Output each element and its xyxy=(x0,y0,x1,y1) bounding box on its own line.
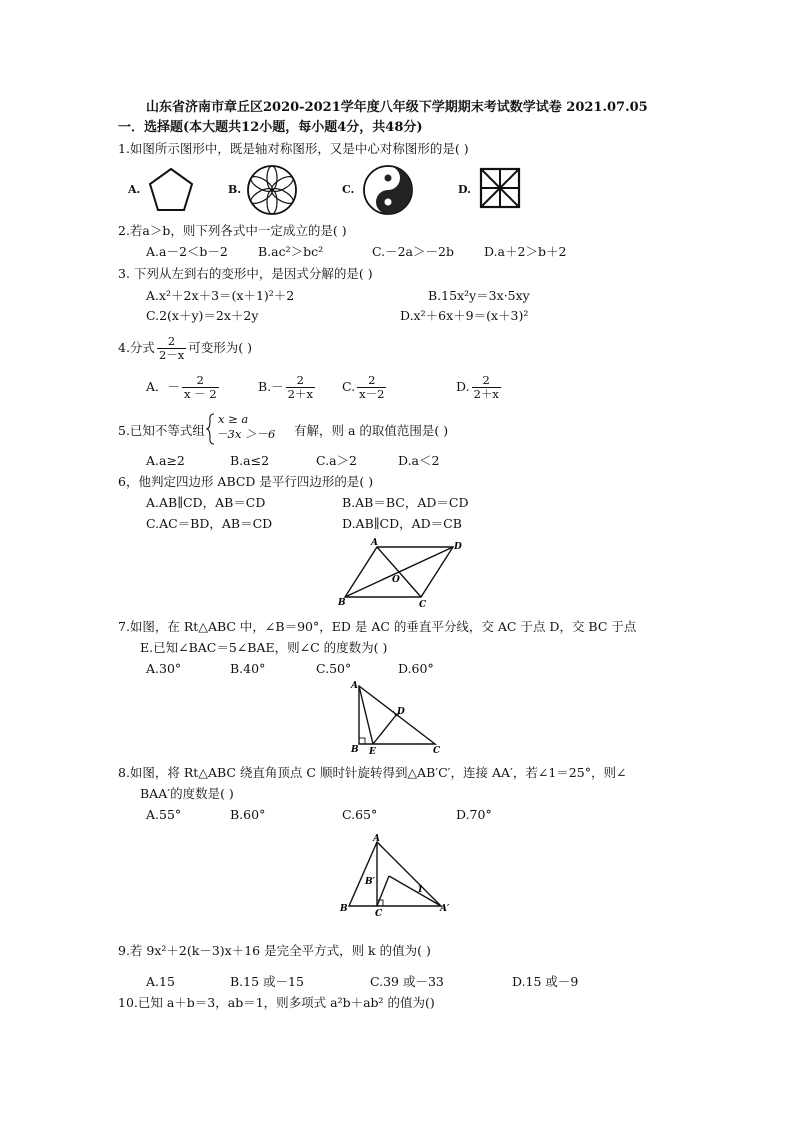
question-1-stem: 1.如图所示图形中，既是轴对称图形，又是中心对称图形的是( ) xyxy=(118,141,469,156)
q4-option-a-num: 2 xyxy=(182,374,219,388)
rotation-triangle-figure-q8 xyxy=(335,832,460,920)
question-4-stem xyxy=(118,333,252,363)
right-triangle-figure-q7 xyxy=(345,678,445,758)
parallelogram-figure xyxy=(335,535,467,611)
pentagon-figure xyxy=(146,165,196,215)
page-title: 山东省济南市章丘区2020-2021学年度八年级下学期期末考试数学试卷 2021.07.05 xyxy=(146,100,648,115)
q5-prefix: 5.已知不等式组 xyxy=(118,423,205,438)
q4-option-a-fraction xyxy=(182,374,219,401)
q1-option-b-label: B. xyxy=(228,183,242,196)
q5-option-b: B.a≤2 xyxy=(230,453,270,468)
question-3-stem: 3. 下列从左到右的变形中，是因式分解的是( ) xyxy=(118,266,373,281)
pinwheel-square-figure xyxy=(478,166,522,210)
q4-option-b-num: 2 xyxy=(286,374,315,388)
flower-circle-figure xyxy=(246,164,298,216)
q5-option-c: C.a＞2 xyxy=(316,453,357,468)
q1-option-a-label: A. xyxy=(128,183,141,196)
q8-label-b: B xyxy=(340,904,348,914)
q1-option-d-label: D. xyxy=(458,183,471,196)
q7-label-c: C xyxy=(433,746,441,756)
q1-option-c-label: C. xyxy=(342,183,355,196)
q3-option-c: C.2(x＋y)＝2x＋2y xyxy=(146,308,259,323)
q4-option-d xyxy=(456,372,503,402)
q4-numerator: 2 xyxy=(157,335,186,349)
q8-label-b-prime: B′ xyxy=(365,877,375,887)
q4-option-d-den: 2＋x xyxy=(473,387,499,401)
q4-option-c-den: x－2 xyxy=(359,387,385,401)
q7-option-a: A.30° xyxy=(146,661,182,676)
q5-inequality-1: x ≥ a xyxy=(218,412,249,426)
q4-option-b-den: 2＋x xyxy=(287,387,313,401)
q6-option-b: B.AB＝BC，AD＝CD xyxy=(342,495,469,510)
q2-option-c: C.－2a＞－2b xyxy=(372,244,454,259)
q4-option-a xyxy=(146,372,221,402)
q8-option-c: C.65° xyxy=(342,807,378,822)
q6-option-d: D.AB∥CD，AD＝CB xyxy=(342,516,462,531)
q2-option-d: D.a＋2＞b＋2 xyxy=(484,244,567,259)
q4-option-b-fraction xyxy=(286,374,315,401)
question-7-line-1: 7.如图，在 Rt△ABC 中，∠B＝90°，ED 是 AC 的垂直平分线，交 AC 于点 D，交 BC 于点 xyxy=(118,619,637,634)
q2-option-a: A.a－2＜b－2 xyxy=(146,244,228,259)
q8-option-d: D.70° xyxy=(456,807,492,822)
q4-option-c-label: C. xyxy=(342,379,356,394)
q3-option-d: D.x²＋6x＋9＝(x＋3)² xyxy=(400,308,529,323)
question-10-stem: 10.已知 a＋b＝3，ab＝1，则多项式 a²b＋ab² 的值为() xyxy=(118,995,435,1010)
q4-option-d-label: D. xyxy=(456,379,470,394)
q8-label-c: C xyxy=(375,909,383,919)
yin-yang-figure xyxy=(362,164,414,216)
q6-label-a: A xyxy=(371,538,378,548)
q4-option-c-num: 2 xyxy=(357,374,386,388)
q8-option-b: B.60° xyxy=(230,807,266,822)
q4-option-c xyxy=(342,372,388,402)
question-8-line-2: BAA′的度数是( ) xyxy=(140,786,234,801)
q5-inequality-2: －3x ＞－6 xyxy=(216,427,276,441)
q3-option-b: B.15x²y＝3x·5xy xyxy=(428,288,530,303)
q7-label-e: E xyxy=(369,747,376,757)
q5-option-d: D.a＜2 xyxy=(398,453,440,468)
q7-label-b: B xyxy=(351,745,359,755)
q6-label-b: B xyxy=(338,598,346,608)
q7-option-c: C.50° xyxy=(316,661,352,676)
q8-label-a-prime: A′ xyxy=(440,904,450,914)
q9-option-d: D.15 或－9 xyxy=(512,974,579,989)
q8-label-a: A xyxy=(373,834,380,844)
q6-option-c: C.AC＝BD，AB＝CD xyxy=(146,516,273,531)
q7-option-d: D.60° xyxy=(398,661,434,676)
q4-suffix: 可变形为( ) xyxy=(188,340,252,355)
q9-option-a: A.15 xyxy=(146,974,175,989)
q4-option-c-fraction xyxy=(357,374,386,401)
left-brace-icon xyxy=(206,413,216,445)
q9-option-b: B.15 或－15 xyxy=(230,974,304,989)
q5-option-a: A.a≥2 xyxy=(146,453,185,468)
section-heading: 一．选择题(本大题共12小题，每小题4分，共48分) xyxy=(118,120,423,135)
q6-label-o: O xyxy=(392,575,400,585)
q8-option-a: A.55° xyxy=(146,807,182,822)
q6-label-c: C xyxy=(419,600,427,610)
q9-option-c: C.39 或－33 xyxy=(370,974,444,989)
q4-option-b-label: B.－ xyxy=(258,379,284,394)
q6-label-d: D xyxy=(454,542,462,552)
question-8-line-1: 8.如图，将 Rt△ABC 绕直角顶点 C 顺时针旋转得到△AB′C′，连接 AA′，若∠1＝25°，则∠ xyxy=(118,765,627,780)
question-2-stem: 2.若a＞b，则下列各式中一定成立的是( ) xyxy=(118,223,347,238)
q7-option-b: B.40° xyxy=(230,661,266,676)
q2-option-b: B.ac²＞bc² xyxy=(258,244,324,259)
q4-option-d-fraction xyxy=(472,374,501,401)
q8-label-angle-1: 1 xyxy=(417,885,424,895)
q4-option-a-label: A．－ xyxy=(146,379,181,394)
q3-option-a: A.x²＋2x＋3＝(x＋1)²＋2 xyxy=(146,288,295,303)
q4-denominator: 2－x xyxy=(158,348,185,362)
question-9-stem: 9.若 9x²＋2(k－3)x＋16 是完全平方式，则 k 的值为( ) xyxy=(118,943,431,958)
q6-option-a: A.AB∥CD，AB＝CD xyxy=(146,495,266,510)
q7-label-d: D xyxy=(397,707,405,717)
q4-option-a-den: x － 2 xyxy=(184,387,217,401)
q7-label-a: A xyxy=(351,681,358,691)
q5-suffix: 有解，则 a 的取值范围是( ) xyxy=(294,423,449,438)
q4-option-d-num: 2 xyxy=(472,374,501,388)
question-7-line-2: E.已知∠BAC＝5∠BAE，则∠C 的度数为( ) xyxy=(140,640,388,655)
q4-prefix: 4.分式 xyxy=(118,340,155,355)
q4-option-b xyxy=(258,372,317,402)
question-6-stem: 6，他判定四边形 ABCD 是平行四边形的是( ) xyxy=(118,474,374,489)
q4-fraction xyxy=(157,335,186,362)
